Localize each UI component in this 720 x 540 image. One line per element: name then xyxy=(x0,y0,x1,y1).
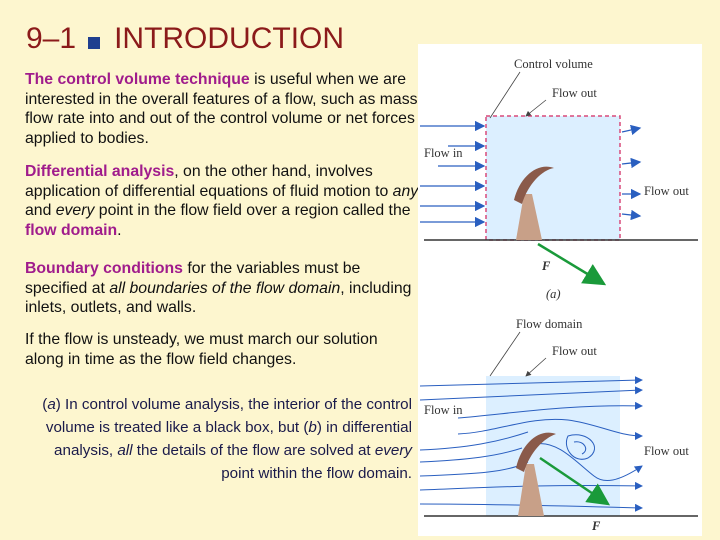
text-run: is useful when we are interested in the overall features of a flow, such as mass flow rate into and out of the control volume or net forces applied to bodies. xyxy=(25,71,418,147)
paragraph-unsteady-flow xyxy=(25,330,420,369)
title-text: INTRODUCTION xyxy=(114,22,345,55)
leader-line-b xyxy=(490,332,520,376)
label-flow-in: Flow in xyxy=(424,146,463,160)
control-volume-box xyxy=(486,116,620,240)
label-force-a: F xyxy=(542,259,551,273)
square-bullet-icon xyxy=(88,37,100,49)
outflow-arrows xyxy=(622,128,640,216)
italic-text: every xyxy=(374,442,412,459)
italic-text: every xyxy=(55,202,95,219)
highlighted-term: flow domain xyxy=(25,221,118,239)
panel-b-flow-domain xyxy=(420,317,698,533)
italic-text: any xyxy=(392,182,419,200)
text-run: and xyxy=(25,202,56,219)
text-run: , on the other hand, involves application of differential equations of fluid motion to xyxy=(25,163,393,200)
label-force-b: F xyxy=(592,519,601,533)
highlighted-term: Boundary conditions xyxy=(25,260,183,277)
leader-line xyxy=(490,72,520,118)
flow-out-top-arrow-b xyxy=(526,358,546,376)
panel-a-control-volume xyxy=(420,57,698,301)
italic-text: all boundaries of the flow domain xyxy=(109,279,341,297)
text-run: point in the flow field over a region called the xyxy=(94,202,411,219)
label-control-volume: Control volume xyxy=(514,57,593,71)
text-run: ) In control volume analysis, the interior of the control volume is treated like a black box, but ( xyxy=(45,396,412,436)
italic-text: all xyxy=(117,442,133,459)
flow-figure xyxy=(418,44,702,536)
paragraph-control-volume xyxy=(25,70,420,148)
label-flow-out-top-b: Flow out xyxy=(552,344,597,358)
text-run: for the variables must be specified at xyxy=(25,260,361,297)
figure-panel xyxy=(418,44,702,536)
text-run: If the flow is unsteady, we must march our solution along in time as the flow field changes. xyxy=(25,331,378,368)
text-run: ( xyxy=(42,396,48,413)
text-run: . xyxy=(117,221,122,239)
inflow-arrows xyxy=(420,126,484,222)
label-flow-domain: Flow domain xyxy=(516,317,583,331)
text-run: , including inlets, outlets, and walls. xyxy=(25,279,412,316)
flow-out-top-arrow xyxy=(526,100,546,116)
section-number: 9–1 xyxy=(26,22,77,55)
paragraph-boundary-conditions xyxy=(25,259,420,318)
label-flow-in-b: Flow in xyxy=(424,403,463,417)
highlighted-term: The control volume technique xyxy=(25,71,250,88)
paragraph-differential-analysis xyxy=(25,162,420,240)
label-flow-out-top: Flow out xyxy=(552,86,597,100)
figure-caption xyxy=(28,393,412,485)
slide-title xyxy=(26,22,344,56)
italic-text: a xyxy=(47,396,56,413)
italic-text: b xyxy=(308,419,317,436)
text-run: point within the flow domain. xyxy=(221,465,412,482)
label-flow-out-right-b: Flow out xyxy=(644,444,689,458)
text-run: ) in differential analysis, xyxy=(54,419,412,459)
label-panel-a: (a) xyxy=(546,287,561,301)
highlighted-term: Differential analysis xyxy=(25,163,175,180)
label-flow-out-right: Flow out xyxy=(644,184,689,198)
text-run: the details of the flow are solved at xyxy=(132,442,375,459)
